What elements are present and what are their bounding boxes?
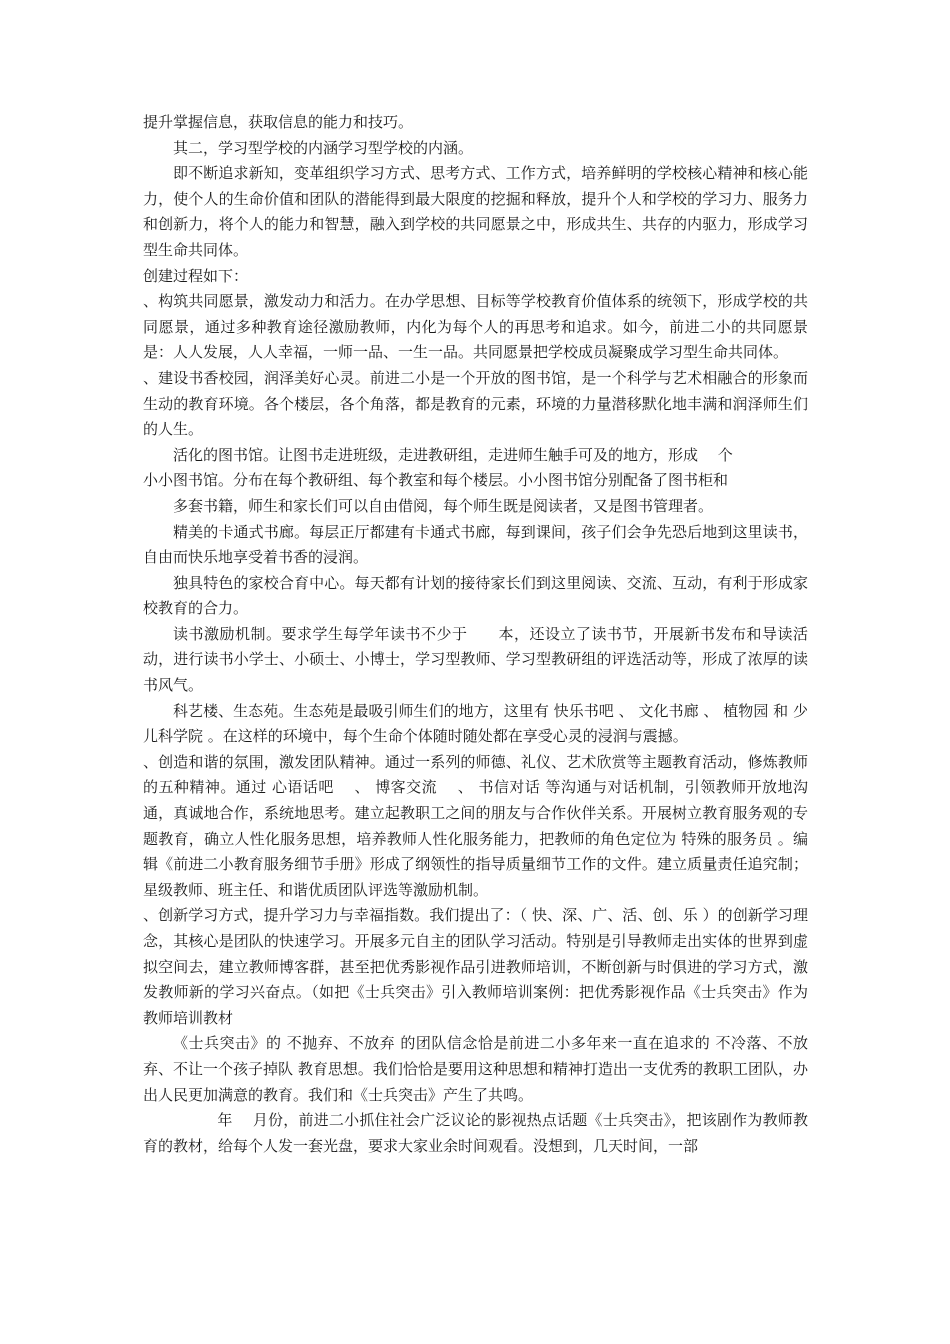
paragraph: 科艺楼、生态苑。生态苑是最吸引师生们的地方，这里有 快乐书吧 、 文化书廊 、 植物园 和 少儿科学院 。在这样的环境中，每个生命个体随时随处都在享受心灵的浸润与震撼。: [143, 701, 808, 746]
paragraph: 创建过程如下：: [143, 266, 249, 285]
paragraph: 、创新学习方式，提升学习力与幸福指数。我们提出了：（ 快、深、广、活、创、乐 ）的创新学习理念，其核心是团队的快速学习。开展多元自主的团队学习活动。特别是引导教师走出实体的世界到虚拟空间去，建立教师博客群，甚至把优秀影视作品引进教师培训，不断创新与时俱进的学习方式，激发教师新的学习兴奋点。（如把《士兵突击》引入教师培训案例：把优秀影视作品《士兵突击》作为教师培训教材: [143, 906, 808, 1027]
paragraph: 提升掌握信息，获取信息的能力和技巧。: [143, 113, 414, 131]
paragraph: 《士兵突击》的 不抛弃、不放弃 的团队信念恰是前进二小多年来一直在追求的 不冷落、不放弃、不让一个孩子掉队 教育思想。我们恰恰是要用这种思想和精神打造出一支优秀的教职工团队，办出人民更加满意的教育。我们和《士兵突击》产生了共鸣。: [143, 1034, 808, 1104]
paragraph: 、创造和谐的氛围，激发团队精神。通过一系列的师德、礼仪、艺术欣赏等主题教育活动，修炼教师的五种精神。通过 心语话吧 、 博客交流 、 书信对话 等沟通与对话机制，引领教师开放地沟通，真诚地合作，系统地思考。建立起教职工之间的朋友与合作伙伴关系。开展树立教育服务观的专题教育，确立人性化服务思想，培养教师人性化服务能力，把教师的角色定位为 特殊的服务员 。编辑《前进二小教育服务细节手册》形成了纲领性的指导质量细节工作的文件。建立质量责任追究制；星级教师、班主任、和谐优质团队评选等激励机制。: [143, 752, 808, 899]
paragraph: 读书激励机制。要求学生每学年读书不少于 本，还设立了读书节，开展新书发布和导读活动，进行读书小学士、小硕士、小博士，学习型教师、学习型教研组的评选活动等，形成了浓厚的读书风气。: [143, 624, 808, 695]
paragraph: 其二，学习型学校的内涵学习型学校的内涵。: [173, 138, 474, 157]
paragraph: 小小图书馆。分布在每个教研组、每个教室和每个楼层。小小图书馆分别配备了图书柜和: [143, 471, 729, 490]
paragraph: 年 月份，前进二小抓住社会广泛议论的影视热点话题《士兵突击》，把该剧作为教师教育的教材，给每个人发一套光盘，要求大家业余时间观看。没想到，几天时间，一部: [143, 1111, 808, 1155]
paragraph: 独具特色的家校合育中心。每天都有计划的接待家长们到这里阅读、交流、互动，有利于形成家校教育的合力。: [143, 573, 808, 618]
paragraph: 、建设书香校园，润泽美好心灵。前进二小是一个开放的图书馆，是一个科学与艺术相融合的形象而生动的教育环境。各个楼层，各个角落，都是教育的元素，环境的力量潜移默化地丰满和润泽师生们的人生。: [143, 368, 808, 439]
document-body: [143, 110, 808, 1159]
paragraph: 多套书籍，师生和家长们可以自由借阅，每个师生既是阅读者，又是图书管理者。: [173, 496, 714, 515]
paragraph: 精美的卡通式书廊。每层正厅都建有卡通式书廊，每到课间，孩子们会争先恐后地到这里读书，自由而快乐地享受着书香的浸润。: [143, 522, 808, 567]
paragraph: 即不断追求新知，变革组织学习方式、思考方式、工作方式，培养鲜明的学校核心精神和核心能力，使个人的生命价值和团队的潜能得到最大限度的挖掘和释放，提升个人和学校的学习力、服务力和创新力，将个人的能力和智慧，融入到学校的共同愿景之中，形成共生、共存的内驱力，形成学习型生命共同体。: [143, 164, 808, 259]
paragraph: 、构筑共同愿景，激发动力和活力。在办学思想、目标等学校教育价值体系的统领下，形成学校的共同愿景，通过多种教育途径激励教师，内化为每个人的再思考和追求。如今，前进二小的共同愿景是：人人发展，人人幸福，一师一品、一生一品。共同愿景把学校成员凝聚成学习型生命共同体。: [143, 292, 808, 362]
paragraph: 活化的图书馆。让图书走进班级，走进教研组，走进师生触手可及的地方，形成 个: [173, 445, 733, 464]
